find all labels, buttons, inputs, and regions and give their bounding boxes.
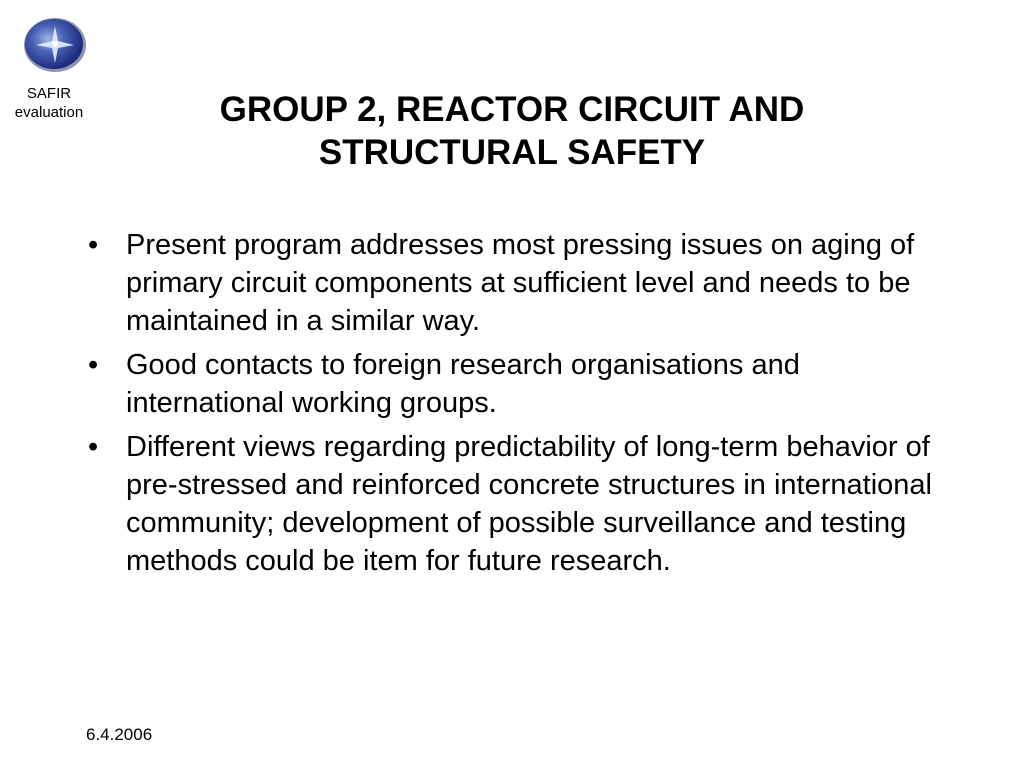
bullet-text: Good contacts to foreign research organisations and international working groups. <box>126 349 800 419</box>
bullet-item <box>82 346 952 422</box>
logo-label-line1: SAFIR <box>26 85 72 102</box>
safir-logo <box>22 16 88 74</box>
bullet-list <box>82 226 952 586</box>
slide-title-line2: STRUCTURAL SAFETY <box>318 133 706 172</box>
logo-label-line2: evaluation <box>14 104 84 121</box>
bullet-dot-icon: • <box>88 349 99 381</box>
slide-title-line1: GROUP 2, REACTOR CIRCUIT AND <box>219 90 805 129</box>
bullet-item <box>82 226 952 340</box>
globe-star-icon <box>22 16 88 74</box>
bullet-item <box>82 428 952 580</box>
slide-title <box>130 88 894 174</box>
bullet-dot-icon: • <box>88 431 99 463</box>
footer-date: 6.4.2006 <box>86 725 153 744</box>
bullet-text: Different views regarding predictability of long-term behavior of pre-stressed and reinforced concrete structures in international community; development of possible surveillance and testing methods could be item for future research. <box>126 431 932 577</box>
bullet-text: Present program addresses most pressing issues on aging of primary circuit components at sufficient level and needs to be maintained in a similar way. <box>126 229 915 337</box>
logo-label <box>0 84 98 122</box>
bullet-dot-icon: • <box>88 229 99 261</box>
